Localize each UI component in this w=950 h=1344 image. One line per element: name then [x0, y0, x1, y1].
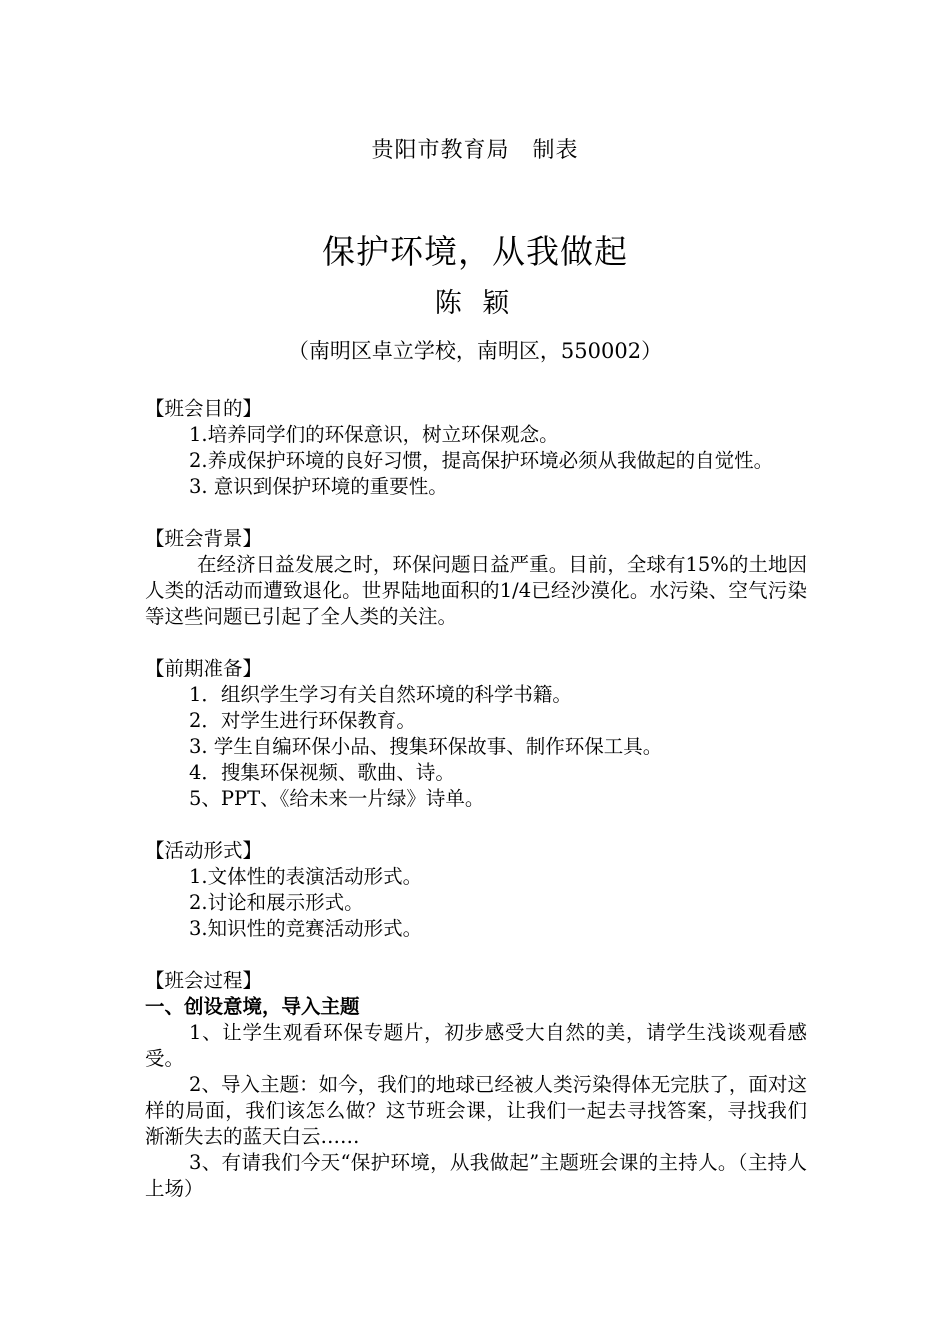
- section-preparation: [145, 656, 807, 812]
- section-heading: 【班会过程】: [145, 969, 263, 992]
- list-item: 3. 学生自编环保小品、搜集环保故事、制作环保工具。: [189, 735, 663, 758]
- list-item: 2、导入主题：如今，我们的地球已经被人类污染得体无完肤了，面对这样的局面，我们该怎么做？这节班会课，让我们一起去寻找答案，寻找我们渐渐失去的蓝天白云……: [145, 1073, 807, 1148]
- author-affiliation: （南明区卓立学校，南明区，550002）: [287, 339, 663, 363]
- list-item: 3.知识性的竞赛活动形式。: [189, 917, 423, 940]
- section-format: [145, 838, 807, 942]
- list-item: 2.养成保护环境的良好习惯，提高保护环境必须从我做起的自觉性。: [189, 449, 774, 472]
- list-item: 1.培养同学们的环保意识，树立环保观念。: [189, 423, 559, 446]
- subsection-heading: 一、创设意境，导入主题: [145, 995, 360, 1018]
- list-item: 3、有请我们今天“保护环境，从我做起”主题班会课的主持人。（主持人上场）: [145, 1151, 807, 1200]
- list-item: 1．组织学生学习有关自然环境的科学书籍。: [189, 683, 572, 706]
- list-item: 1.文体性的表演活动形式。: [189, 865, 423, 888]
- list-item: 2．对学生进行环保教育。: [189, 709, 416, 732]
- section-heading: 【前期准备】: [145, 657, 263, 680]
- author-name: 陈 颖: [434, 288, 516, 319]
- section-purpose: [145, 396, 807, 500]
- document-body: [145, 396, 807, 1202]
- list-item: 1、让学生观看环保专题片，初步感受大自然的美，请学生浅谈观看感受。: [145, 1021, 807, 1070]
- list-item: 4．搜集环保视频、歌曲、诗。: [189, 761, 455, 784]
- bureau-header: 贵阳市教育局 制表: [371, 138, 579, 163]
- section-process: [145, 968, 807, 1202]
- list-item: 2.讨论和展示形式。: [189, 891, 364, 914]
- paragraph: 在经济日益发展之时，环保问题日益严重。目前，全球有15%的土地因人类的活动而遭致退化。世界陆地面积的1/4已经沙漠化。水污染、空气污染等这些问题已引起了全人类的关注。: [145, 553, 807, 628]
- section-background: [145, 526, 807, 630]
- document-title: 保护环境，从我做起: [322, 232, 628, 271]
- list-item: 3. 意识到保护环境的重要性。: [189, 475, 448, 498]
- section-heading: 【班会背景】: [145, 527, 263, 550]
- section-heading: 【活动形式】: [145, 839, 263, 862]
- section-heading: 【班会目的】: [145, 397, 263, 420]
- list-item: 5、PPT、《给未来一片绿》诗单。: [189, 787, 485, 810]
